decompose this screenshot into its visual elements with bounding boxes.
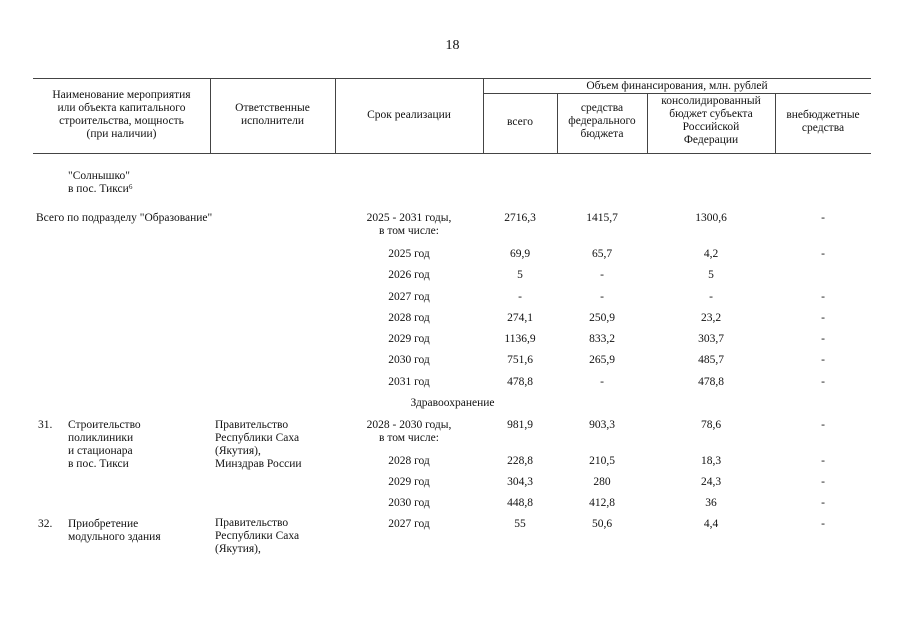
item31-name: Строительство поликлиники и стационара в пос. Тикси	[68, 419, 141, 470]
item32-total: 55	[514, 518, 526, 530]
section-heading-healthcare: Здравоохранение	[410, 397, 495, 409]
header-term: Срок реализации	[367, 109, 451, 121]
item31-number: 31.	[38, 419, 53, 431]
year-regional: 36	[705, 497, 717, 509]
year-extra: -	[821, 497, 825, 509]
item31-total: 981,9	[507, 419, 533, 431]
year-total: -	[518, 291, 522, 303]
year-regional: 24,3	[700, 476, 722, 488]
year-regional: 303,7	[698, 333, 724, 345]
year-term: 2025 год	[388, 248, 430, 260]
year-federal: 210,5	[589, 455, 615, 467]
year-regional: 18,3	[700, 455, 722, 467]
year-federal: -	[600, 269, 604, 281]
header-regional: консолидированный бюджет субъекта Российской Федерации	[661, 95, 761, 146]
item32-name: Приобретение модульного здания	[68, 518, 161, 543]
header-federal: средства федерального бюджета	[568, 102, 636, 140]
year-total: 751,6	[507, 354, 533, 366]
year-term: 2030 год	[388, 354, 430, 366]
year-regional: 478,8	[698, 376, 724, 388]
item31-term: 2028 - 2030 годы, в том числе:	[366, 419, 452, 444]
funding-subheader-rule	[483, 93, 871, 94]
year-total: 5	[517, 269, 523, 281]
year-total: 478,8	[507, 376, 533, 388]
year-total: 304,3	[507, 476, 533, 488]
education-total-federal: 1415,7	[586, 212, 618, 224]
year-federal: -	[600, 291, 604, 303]
education-total-total: 2716,3	[504, 212, 536, 224]
header-extrabudget: внебюджетные средства	[786, 109, 860, 134]
item32-extra: -	[821, 518, 825, 530]
header-total: всего	[507, 116, 533, 128]
year-regional: 485,7	[698, 354, 724, 366]
header-name: Наименование мероприятия или объекта капитального строительства, мощность (при наличии)	[52, 89, 191, 140]
year-federal: -	[600, 376, 604, 388]
header-bottom-rule	[33, 153, 871, 154]
year-total: 69,9	[509, 248, 531, 260]
item31-responsible: Правительство Республики Саха (Якутия), Минздрав России	[215, 419, 302, 470]
year-extra: -	[821, 455, 825, 467]
year-term: 2030 год	[388, 497, 430, 509]
year-federal: 280	[593, 476, 611, 488]
year-term: 2029 год	[388, 333, 430, 345]
year-extra: -	[821, 248, 825, 260]
year-term: 2028 год	[388, 455, 430, 467]
header-responsible: Ответственные исполнители	[235, 102, 310, 127]
year-federal: 412,8	[589, 497, 615, 509]
header-funding: Объем финансирования, млн. рублей	[586, 80, 768, 92]
year-extra: -	[821, 333, 825, 345]
item31-extra: -	[821, 419, 825, 431]
item32-term: 2027 год	[388, 518, 430, 530]
year-extra: -	[821, 291, 825, 303]
year-federal: 265,9	[589, 354, 615, 366]
year-extra: -	[821, 312, 825, 324]
education-total-term: 2025 - 2031 годы, в том числе:	[366, 212, 452, 237]
year-term: 2026 год	[388, 269, 430, 281]
education-total-regional: 1300,6	[695, 212, 727, 224]
year-regional: 5	[708, 269, 714, 281]
year-term: 2029 год	[388, 476, 430, 488]
item32-federal: 50,6	[591, 518, 613, 530]
header-top-rule	[33, 78, 871, 79]
page-number: 18	[445, 38, 460, 53]
year-regional: 4,2	[703, 248, 719, 260]
year-regional: -	[709, 291, 713, 303]
education-total-extra: -	[821, 212, 825, 224]
item31-federal: 903,3	[589, 419, 615, 431]
year-extra: -	[821, 376, 825, 388]
item32-responsible: Правительство Республики Саха (Якутия),	[215, 517, 300, 555]
year-total: 448,8	[507, 497, 533, 509]
year-total: 228,8	[507, 455, 533, 467]
year-term: 2027 год	[388, 291, 430, 303]
year-term: 2028 год	[388, 312, 430, 324]
item32-regional: 4,4	[703, 518, 719, 530]
year-extra: -	[821, 354, 825, 366]
continuation-item-name: "Солнышко" в пос. Тикси⁶	[68, 170, 133, 195]
year-federal: 250,9	[589, 312, 615, 324]
year-extra: -	[821, 476, 825, 488]
year-federal: 833,2	[589, 333, 615, 345]
education-total-label: Всего по подразделу "Образование"	[36, 212, 213, 224]
year-term: 2031 год	[388, 376, 430, 388]
year-federal: 65,7	[591, 248, 613, 260]
year-total: 1136,9	[504, 333, 536, 345]
item32-number: 32.	[38, 518, 53, 530]
year-regional: 23,2	[700, 312, 722, 324]
year-total: 274,1	[507, 312, 533, 324]
item31-regional: 78,6	[700, 419, 722, 431]
